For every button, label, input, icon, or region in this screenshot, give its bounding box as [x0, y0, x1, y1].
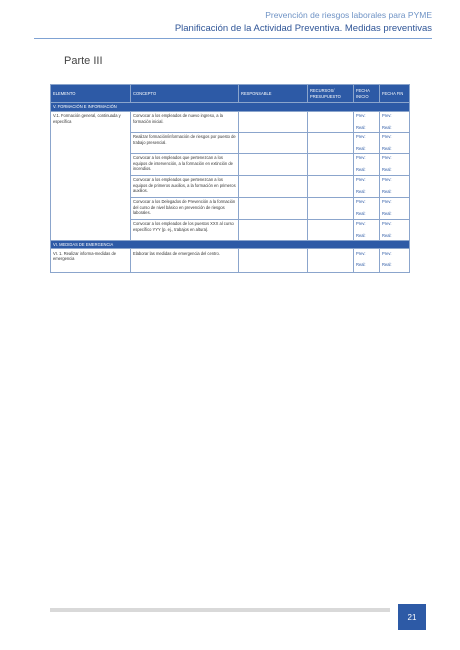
start-date-cell: Prev: Real: [354, 197, 380, 219]
table-header-row [51, 85, 410, 103]
concept-cell: Convocar a los empleados de nuevo ingreso, a la formación inicial. [131, 111, 239, 132]
part-title: Parte III [64, 55, 103, 67]
resources-cell [308, 111, 354, 132]
responsible-cell [239, 153, 308, 175]
column-header-end-date: FECHA FIN [380, 85, 410, 103]
document-chapter-title: Planificación de la Actividad Preventiva. Medidas preventivas [174, 23, 432, 34]
end-date-cell: Prev: Real: [380, 175, 410, 197]
start-date-cell: Prev: Real: [354, 153, 380, 175]
concept-cell: Convocar a los empleados que pertenezcan a los equipos de primeros auxilios, a la formación en primeros auxilios. [131, 175, 239, 197]
element-cell: VI. 1. Realizar informa-medidas de emergencia [51, 249, 131, 273]
end-date-cell: Prev: Real: [380, 111, 410, 132]
end-date-cell: Prev: Real: [380, 132, 410, 153]
responsible-cell [239, 175, 308, 197]
section-header-row [51, 240, 410, 249]
page-number: 21 [398, 604, 426, 630]
column-header-element: ELEMENTO [51, 85, 131, 103]
responsible-cell [239, 249, 308, 273]
start-date-cell: Prev: Real: [354, 219, 380, 240]
column-header-resources: RECURSOS/ PRESUPUESTO [308, 85, 354, 103]
concept-cell: Elaborar las medidas de emergencia del centro. [131, 249, 239, 273]
responsible-cell [239, 111, 308, 132]
concept-cell: Convocar a los Delegados de Prevención a la formación del curso de nivel básico en prevención de riesgos laborales. [131, 197, 239, 219]
header-divider [34, 38, 432, 39]
end-date-cell: Prev: Real: [380, 249, 410, 273]
table-row [51, 111, 410, 132]
start-date-cell: Prev: Real: [354, 249, 380, 273]
footer-bar [50, 608, 390, 612]
end-date-cell: Prev: Real: [380, 153, 410, 175]
responsible-cell [239, 219, 308, 240]
concept-cell: Convocar a los empleados de los puestos XXX al curso específico YYY (p. ej., trabajos en altura). [131, 219, 239, 240]
column-header-concept: CONCEPTO [131, 85, 239, 103]
element-cell: V.1. Formación general, continuada y específica [51, 111, 131, 240]
section-title: V. FORMACIÓN E INFORMACIÓN [51, 103, 410, 112]
resources-cell [308, 132, 354, 153]
start-date-cell: Prev: Real: [354, 132, 380, 153]
resources-cell [308, 197, 354, 219]
end-date-cell: Prev: Real: [380, 197, 410, 219]
column-header-responsible: RESPONSABLE [239, 85, 308, 103]
planning-table [50, 84, 410, 273]
resources-cell [308, 249, 354, 273]
section-title: VI. MEDIDAS DE EMERGENCIA [51, 240, 410, 249]
start-date-cell: Prev: Real: [354, 175, 380, 197]
start-date-cell: Prev: Real: [354, 111, 380, 132]
responsible-cell [239, 197, 308, 219]
concept-cell: Realizar formación/información de riesgos por puesto de trabajo presencial. [131, 132, 239, 153]
section-header-row [51, 103, 410, 112]
responsible-cell [239, 132, 308, 153]
document-series-title: Prevención de riesgos laborales para PYME [265, 10, 432, 20]
concept-cell: Convocar a los empleados que pertenezcan a los equipos de intervención, a la formación en extinción de incendios. [131, 153, 239, 175]
resources-cell [308, 153, 354, 175]
column-header-start-date: FECHA INICIO [354, 85, 380, 103]
resources-cell [308, 219, 354, 240]
resources-cell [308, 175, 354, 197]
end-date-cell: Prev: Real: [380, 219, 410, 240]
table-row [51, 249, 410, 273]
